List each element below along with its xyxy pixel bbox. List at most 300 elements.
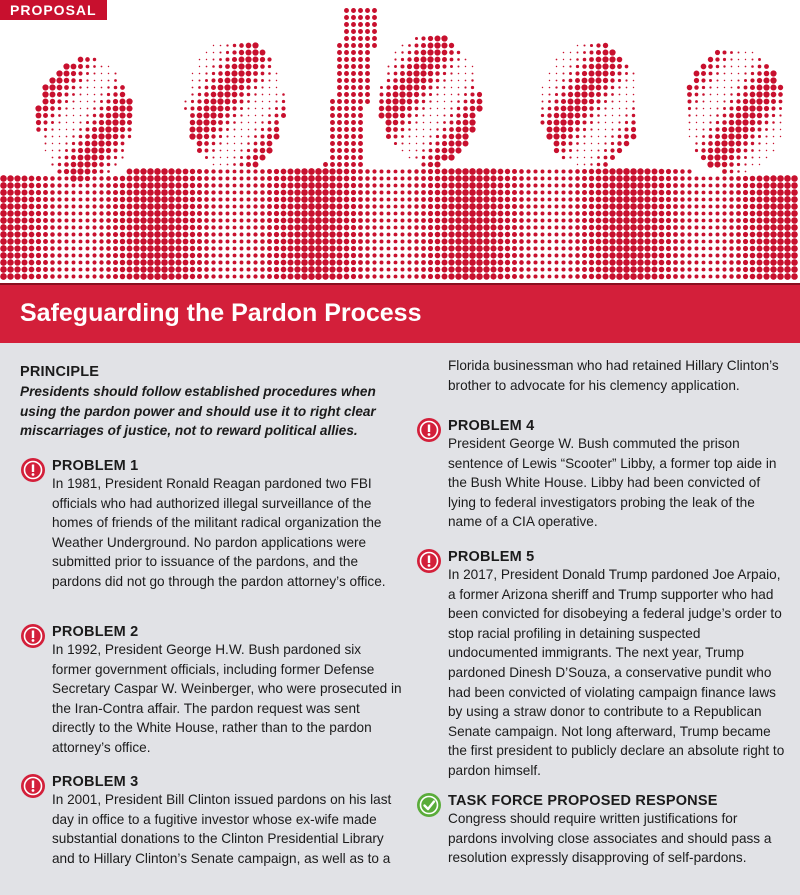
halftone-dot [442, 197, 448, 203]
halftone-dot [595, 77, 601, 83]
halftone-dot [428, 36, 433, 41]
halftone-dot [183, 246, 189, 252]
halftone-dot [401, 233, 405, 237]
halftone-dot [435, 141, 439, 145]
halftone-dot [695, 212, 699, 216]
halftone-dot [387, 170, 391, 174]
halftone-dot [372, 176, 376, 180]
halftone-dot [322, 224, 329, 231]
halftone-dot [709, 177, 713, 181]
halftone-dot [287, 217, 293, 223]
halftone-dot [72, 275, 76, 279]
halftone-dot [72, 219, 76, 223]
halftone-dot [731, 80, 732, 81]
halftone-dot [722, 267, 726, 271]
halftone-dot [161, 245, 168, 252]
halftone-dot [770, 203, 776, 209]
halftone-dot [372, 169, 376, 173]
halftone-dot [168, 231, 174, 237]
halftone-dot [387, 275, 391, 279]
halftone-dot [197, 218, 202, 223]
halftone-dot [575, 183, 580, 188]
halftone-dot [561, 253, 565, 257]
halftone-dot [220, 150, 222, 152]
halftone-dot [211, 176, 215, 180]
halftone-dot [498, 204, 504, 210]
halftone-dot [260, 64, 265, 69]
halftone-dot [128, 135, 131, 138]
halftone-dot [542, 87, 543, 88]
halftone-dot [616, 273, 623, 280]
halftone-dot [240, 219, 244, 223]
halftone-dot [752, 59, 754, 61]
halftone-dot [721, 140, 727, 146]
halftone-dot [687, 190, 691, 194]
halftone-dot [702, 268, 706, 272]
halftone-dot [763, 189, 769, 195]
halftone-dot [21, 224, 27, 230]
halftone-dot [597, 149, 599, 151]
halftone-dot [770, 182, 776, 188]
halftone-dot [568, 92, 573, 97]
halftone-dot [429, 135, 431, 137]
halftone-dot [337, 190, 343, 196]
halftone-dot [483, 238, 489, 244]
halftone-dot [569, 65, 571, 67]
halftone-dot [329, 175, 335, 181]
halftone-dot [329, 224, 335, 230]
halftone-dot [591, 143, 592, 144]
halftone-dot [750, 197, 756, 203]
halftone-dot [161, 168, 168, 175]
halftone-dot [462, 189, 469, 196]
halftone-dot [710, 101, 711, 102]
halftone-dot [498, 274, 504, 280]
halftone-dot [287, 238, 293, 244]
halftone-dot [246, 253, 250, 257]
halftone-dot [414, 50, 419, 55]
halftone-dot [582, 78, 588, 84]
halftone-dot [204, 92, 209, 97]
halftone-dot [168, 203, 174, 209]
halftone-dot [253, 176, 257, 180]
halftone-dot [743, 239, 748, 244]
halftone-dot [435, 246, 441, 252]
halftone-dot [43, 120, 47, 124]
halftone-dot [680, 267, 684, 271]
halftone-dot [584, 150, 585, 151]
halftone-dot [72, 268, 76, 272]
halftone-dot [582, 120, 586, 124]
halftone-dot [722, 197, 726, 201]
halftone-dot [253, 260, 257, 264]
halftone-dot [616, 259, 623, 266]
halftone-dot [469, 112, 475, 118]
halftone-dot [596, 43, 600, 47]
halftone-dot [626, 101, 627, 102]
halftone-dot [301, 210, 308, 217]
halftone-dot [127, 127, 131, 131]
halftone-dot [778, 85, 783, 90]
halftone-dot [365, 211, 370, 216]
halftone-dot [549, 80, 550, 81]
halftone-dot [533, 190, 537, 194]
halftone-dot [623, 175, 630, 182]
halftone-dot [421, 274, 426, 279]
halftone-dot [351, 155, 356, 160]
halftone-dot [616, 189, 623, 196]
halftone-dot [190, 190, 195, 195]
halftone-dot [147, 259, 154, 266]
halftone-dot [260, 211, 265, 216]
halftone-dot [218, 169, 222, 173]
halftone-dot [161, 252, 168, 259]
halftone-dot [465, 59, 467, 61]
halftone-dot [42, 98, 48, 104]
halftone-dot [206, 59, 207, 60]
halftone-dot [267, 197, 272, 202]
halftone-dot [512, 232, 517, 237]
halftone-dot [233, 121, 236, 124]
halftone-dot [421, 190, 426, 195]
halftone-dot [568, 239, 572, 243]
halftone-dot [687, 267, 691, 271]
halftone-dot [455, 259, 461, 265]
halftone-dot [436, 86, 439, 89]
halftone-dot [315, 266, 322, 273]
halftone-dot [315, 273, 322, 280]
halftone-dot [709, 261, 713, 265]
halftone-dot [120, 253, 126, 259]
halftone-dot [329, 182, 335, 188]
halftone-dot [50, 197, 55, 202]
halftone-dot [533, 232, 537, 236]
halftone-dot [625, 65, 629, 69]
halftone-dot [784, 175, 791, 182]
halftone-dot [379, 113, 385, 119]
halftone-dot [596, 50, 601, 55]
halftone-dot [596, 232, 602, 238]
halftone-dot [218, 85, 224, 91]
halftone-dot [526, 260, 530, 264]
halftone-dot [548, 254, 552, 258]
halftone-dot [589, 64, 595, 70]
halftone-dot [533, 267, 537, 271]
halftone-dot [0, 252, 7, 259]
halftone-dot [301, 252, 308, 259]
halftone-dot [233, 114, 236, 117]
halftone-dot [709, 205, 713, 209]
halftone-dot [43, 106, 49, 112]
halftone-dot [583, 128, 586, 131]
halftone-dot [448, 259, 454, 265]
halftone-dot [673, 197, 678, 202]
halftone-dot [548, 191, 552, 195]
halftone-dot [505, 274, 510, 279]
halftone-dot [73, 129, 75, 131]
halftone-dot [570, 59, 572, 61]
halftone-dot [490, 217, 496, 223]
halftone-dot [51, 163, 53, 165]
halftone-dot [344, 148, 349, 153]
halftone-dot [602, 203, 608, 209]
halftone-dot [380, 233, 384, 237]
halftone-dot [591, 150, 592, 151]
halftone-dot [407, 169, 411, 173]
halftone-dot [351, 78, 356, 83]
halftone-dot [184, 107, 187, 110]
halftone-dot [276, 80, 277, 81]
halftone-dot [512, 274, 517, 279]
halftone-dot [50, 239, 55, 244]
halftone-dot [351, 113, 356, 118]
halftone-dot [213, 164, 215, 166]
halftone-dot [541, 247, 545, 251]
halftone-dot [140, 273, 146, 279]
halftone-dot [50, 204, 55, 209]
halftone-dot [584, 143, 586, 145]
halftone-dot [120, 218, 126, 224]
halftone-dot [575, 274, 580, 279]
halftone-dot [322, 182, 329, 189]
halftone-dot [696, 129, 697, 130]
halftone-dot [462, 259, 469, 266]
halftone-dot [449, 50, 454, 55]
halftone-dot [330, 155, 335, 160]
halftone-dot [344, 232, 350, 238]
halftone-dot [750, 176, 756, 182]
halftone-dot [435, 176, 441, 182]
halftone-dot [616, 175, 623, 182]
halftone-dot [65, 100, 68, 103]
halftone-dot [401, 51, 403, 53]
halftone-dot [555, 212, 559, 216]
halftone-dot [407, 176, 411, 180]
halftone-dot [561, 232, 565, 236]
halftone-dot [80, 108, 81, 109]
halftone-dot [86, 65, 90, 69]
halftone-dot [35, 105, 41, 111]
halftone-dot [556, 59, 558, 61]
halftone-dot [199, 80, 201, 82]
halftone-dot [421, 197, 426, 202]
halftone-dot [0, 259, 7, 266]
halftone-dot [784, 259, 791, 266]
halftone-dot [743, 204, 748, 209]
halftone-dot [736, 218, 741, 223]
halftone-dot [260, 50, 266, 56]
halftone-dot [93, 65, 96, 68]
halftone-dot [213, 59, 215, 61]
halftone-dot [79, 198, 83, 202]
halftone-dot [556, 73, 557, 74]
halftone-dot [609, 49, 615, 55]
halftone-dot [351, 64, 356, 69]
halftone-dot [652, 253, 658, 259]
halftone-dot [380, 93, 384, 97]
halftone-dot [512, 267, 517, 272]
halftone-dot [380, 86, 383, 89]
halftone-dot [609, 217, 615, 223]
halftone-dot [702, 240, 706, 244]
halftone-dot [455, 196, 461, 202]
halftone-dot [0, 196, 7, 203]
halftone-dot [330, 134, 335, 139]
halftone-dot [414, 92, 419, 97]
halftone-dot [351, 15, 356, 20]
halftone-dot [428, 204, 433, 209]
halftone-dot [512, 225, 517, 230]
halftone-dot [458, 66, 460, 68]
halftone-dot [260, 260, 265, 265]
halftone-dot [247, 107, 249, 109]
halftone-dot [281, 169, 287, 175]
halftone-dot [490, 273, 496, 279]
halftone-dot [233, 247, 237, 251]
halftone-dot [112, 119, 118, 125]
halftone-dot [526, 190, 530, 194]
halftone-dot [765, 128, 768, 131]
halftone-dot [603, 71, 609, 77]
halftone-dot [322, 168, 329, 175]
halftone-dot [57, 253, 61, 257]
halftone-dot [253, 246, 257, 250]
halftone-dot [106, 274, 111, 279]
halftone-dot [79, 205, 83, 209]
halftone-dot [770, 266, 776, 272]
halftone-dot [617, 57, 623, 63]
halftone-dot [596, 218, 602, 224]
halftone-dot [154, 189, 161, 196]
halftone-dot [219, 51, 221, 53]
halftone-dot [673, 204, 678, 209]
halftone-dot [469, 231, 476, 238]
halftone-dot [21, 175, 27, 181]
halftone-dot [93, 58, 96, 61]
halftone-dot [281, 113, 286, 118]
halftone-dot [380, 170, 384, 174]
halftone-dot [233, 261, 237, 265]
halftone-dot [301, 196, 308, 203]
halftone-dot [589, 106, 594, 111]
halftone-dot [428, 78, 433, 83]
halftone-dot [233, 205, 237, 209]
halftone-dot [449, 43, 454, 48]
halftone-dot [29, 204, 35, 210]
halftone-dot [240, 100, 244, 104]
halftone-dot [301, 203, 308, 210]
halftone-dot [255, 115, 256, 116]
halftone-dot [267, 169, 272, 174]
halftone-dot [337, 155, 342, 160]
halftone-dot [743, 274, 748, 279]
halftone-dot [120, 120, 126, 126]
halftone-dot [66, 136, 68, 138]
halftone-dot [730, 170, 734, 174]
halftone-dot [267, 204, 272, 209]
halftone-dot [224, 84, 230, 90]
halftone-dot [0, 273, 7, 280]
halftone-dot [114, 156, 117, 159]
halftone-dot [294, 266, 300, 272]
principle-section [20, 364, 404, 441]
halftone-dot [226, 240, 230, 244]
halftone-dot [673, 211, 678, 216]
halftone-dot [598, 136, 599, 137]
halftone-dot [337, 134, 342, 139]
halftone-dot [694, 71, 700, 77]
halftone-dot [372, 218, 376, 222]
halftone-dot [308, 196, 315, 203]
halftone-dot [401, 226, 405, 230]
halftone-dot [43, 267, 48, 272]
halftone-dot [666, 274, 671, 279]
halftone-dot [106, 176, 111, 181]
halftone-dot [561, 246, 565, 250]
halftone-dot [695, 100, 698, 103]
halftone-dot [542, 101, 544, 103]
halftone-dot [59, 150, 61, 152]
halftone-dot [456, 113, 460, 117]
halftone-dot [519, 260, 524, 265]
halftone-dot [43, 204, 48, 209]
halftone-dot [58, 114, 61, 117]
halftone-dot [7, 273, 14, 280]
halftone-dot [43, 176, 48, 181]
halftone-dot [609, 252, 615, 258]
halftone-dot [469, 175, 476, 182]
halftone-dot [233, 177, 237, 181]
halftone-dot [281, 211, 287, 217]
halftone-dot [533, 225, 537, 229]
halftone-dot [442, 176, 448, 182]
halftone-dot [233, 191, 237, 195]
halftone-dot [736, 113, 742, 119]
halftone-dot [401, 142, 403, 144]
halftone-dot [351, 106, 356, 111]
halftone-dot [233, 184, 237, 188]
exclamation-circle-icon [20, 773, 46, 799]
exclamation-circle-icon [416, 417, 442, 443]
halftone-dot [448, 147, 454, 153]
halftone-dot [79, 128, 82, 131]
halftone-dot [232, 57, 237, 62]
halftone-dot [597, 114, 600, 117]
halftone-dot [687, 239, 691, 243]
halftone-dot [175, 245, 181, 251]
halftone-dot [490, 224, 496, 230]
halftone-dot [99, 155, 104, 160]
halftone-dot [387, 198, 391, 202]
halftone-dot [458, 80, 459, 81]
halftone-dot [548, 100, 551, 103]
halftone-dot [308, 259, 315, 266]
halftone-dot [140, 217, 146, 223]
halftone-dot [269, 94, 270, 95]
halftone-dot [387, 184, 391, 188]
halftone-dot [576, 142, 579, 145]
halftone-dot [582, 274, 587, 279]
title-banner [0, 283, 800, 343]
halftone-dot [255, 101, 257, 103]
halftone-dot [274, 120, 279, 125]
halftone-dot [246, 267, 250, 271]
halftone-dot [702, 233, 706, 237]
halftone-dot [659, 267, 665, 273]
halftone-dot [407, 274, 411, 278]
halftone-dot [113, 260, 118, 265]
halftone-dot [597, 107, 600, 110]
